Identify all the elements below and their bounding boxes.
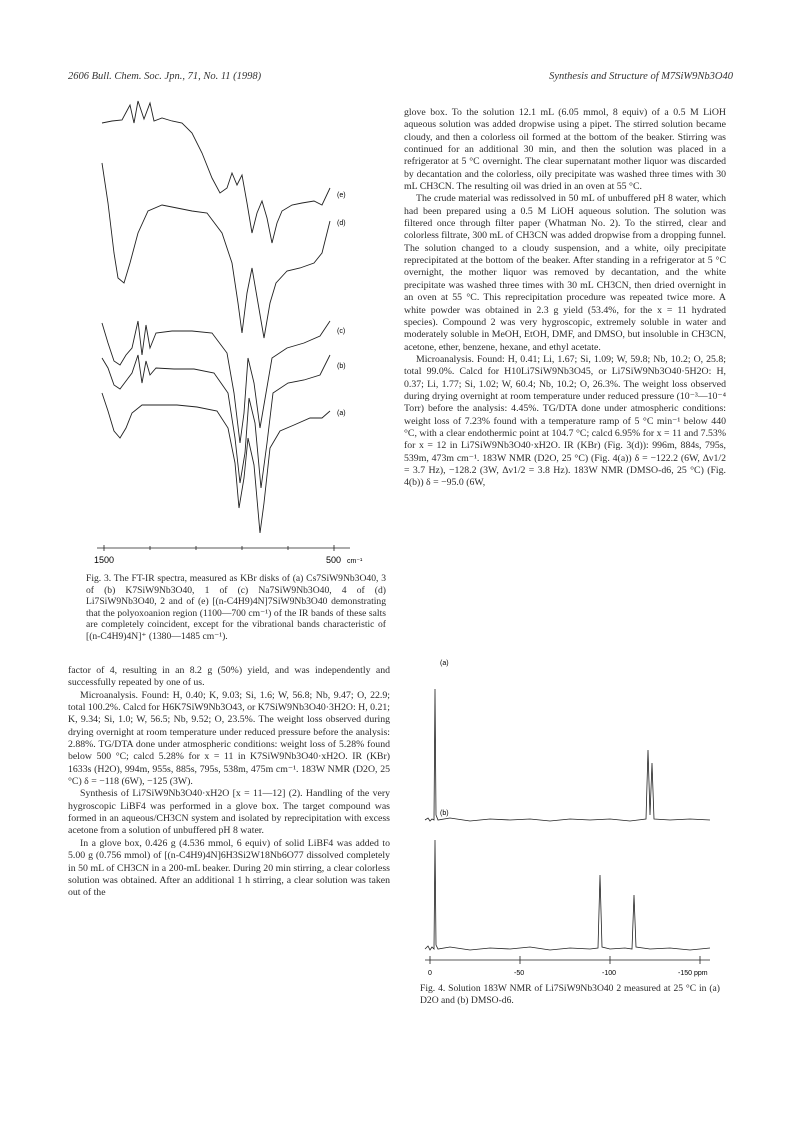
- axis-label-left: 1500: [94, 555, 115, 565]
- axis-unit: cm⁻¹: [347, 558, 363, 565]
- trace-label-c: (c): [337, 328, 346, 335]
- ir-spectra-plot: [82, 93, 382, 573]
- nmr-tick-50: -50: [514, 970, 525, 977]
- running-header-left: 2606 Bull. Chem. Soc. Jpn., 71, No. 11 (1998): [68, 71, 262, 82]
- paragraph: Synthesis of Li7SiW9Nb3O40·xH2O [x = 11—12] (2). Handling of the very hygroscopic LiBF4 was performed in a glove box. The target compound was formed in an aqueous/CH3CN system and isolated by reprecipitation with excess acetone from a solution of unbuffered pH 8 water.: [68, 788, 390, 837]
- ir-trace-d: [102, 163, 330, 338]
- trace-label-a: (a): [337, 410, 346, 417]
- paragraph: factor of 4, resulting in an 8.2 g (50%) yield, and was independently and successfully repeated by one of us.: [68, 665, 390, 689]
- trace-label-d: (d): [337, 220, 346, 227]
- paragraph: glove box. To the solution 12.1 mL (6.05 mmol, 8 equiv) of a 0.5 M LiOH aqueous solution was added dropwise using a pipet. The stirred solution became cloudy, and then a colorless oil formed at the bottom of the beaker. Stirring was continued for an additional 30 min, and then the solution was placed in a refrigerator at 5 °C overnight. The clear supernatant mother liquor was discarded by decantation and the colorless, oily precipitate was washed three times with 30 mL CH3CN. The resulting oil was dried in an oven at 55 °C.: [404, 107, 726, 193]
- figure-3: [82, 93, 382, 573]
- nmr-trace-b: [425, 840, 710, 950]
- running-header-right: Synthesis and Structure of M7SiW9Nb3O40: [549, 71, 733, 82]
- ir-trace-e: [102, 101, 330, 243]
- figure-4: [410, 655, 720, 980]
- paragraph: Microanalysis. Found: H, 0.40; K, 9.03; Si, 1.6; W, 56.8; Nb, 9.47; O, 22.9; total 100.2%. Calcd for H6K7SiW9Nb3O43, or K7SiW9Nb3O40·3H2O: H, 0.21; K, 9.34; Si, 1.0; W, 56.5; Nb, 9.52; O, 23.5%. The weight loss observed during drying overnight at room temperature under reduced pressure before the analysis: 2.88%. TG/DTA done under atmospheric conditions: weight loss of 5.28% found below 500 °C; calcd 5.28% for x = 11 in K7SiW9Nb3O40·xH2O. IR (KBr) 1633s (H2O), 994m, 955s, 885s, 795s, 538m, 475m cm⁻¹. 183W NMR (D2O, 25 °C) δ = −118 (6W), −125 (3W).: [68, 689, 390, 788]
- figure-3-caption: Fig. 3. The FT-IR spectra, measured as KBr disks of (a) Cs7SiW9Nb3O40, 3 of (b) K7SiW9Nb3O40, 1 of (c) Na7SiW9Nb3O40, 4 of (d) Li7SiW9Nb3O40, 2 and of (e) [(n-C4H9)4N]7SiW9Nb3O40 demonstrating that the polyoxoanion region (1100—700 cm⁻¹) of the IR bands of these salts are completely coincident, except for the vibrational bands characteristic of [(n-C4H9)4N]⁺ (1380—1485 cm⁻¹).: [86, 573, 386, 642]
- paragraph: Microanalysis. Found: H, 0.41; Li, 1.67; Si, 1.09; W, 59.8; Nb, 10.2; O, 25.8; total 99.0%. Calcd for H10Li7SiW9Nb3O45, or Li7SiW9Nb3O40·5H2O: H, 0.37; Li, 1.77; Si, 1.02; W, 60.4; Nb, 10.2; O, 26.3%. The weight loss observed during drying overnight at room temperature under reduced pressure (10⁻³—10⁻⁴ Torr) before the analysis: 4.45%. TG/DTA done under atmospheric conditions: weight loss of 7.23% found with a temperature ramp of 5 °C min⁻¹ below 440 °C, with a clear endothermic point at 104.7 °C; calcd 6.95% for x = 11 and 7.53% for x = 12 in Li7SiW9Nb3O40·xH2O. IR (KBr) (Fig. 3(d)): 996m, 884s, 795s, 539m, 473m cm⁻¹. 183W NMR (D2O, 25 °C) (Fig. 4(a)) δ = −122.2 (6W, Δν1/2 = 3.7 Hz), −128.2 (3W, Δν1/2 = 3.8 Hz). 183W NMR (DMSO-d6, 25 °C) (Fig. 4(b)) δ = −95.0 (6W,: [404, 353, 726, 489]
- paragraph: The crude material was redissolved in 50 mL of unbuffered pH 8 water, which had been prepared using a 0.5 M LiOH aqueous solution. The solution was filtered once through filter paper (Whatman No. 2). To the stirred, clear and colorless filtrate, 300 mL of CH3CN was added dropwise from a dropping funnel. The solution changed to a cloudy suspension, and a white, oily precipitate reprecipitated at the bottom of the beaker. After standing in a refrigerator at 5 °C overnight, the mother liquor was removed by decantation, and the white precipitate was washed three times with 30 mL CH3CN, then dried overnight in an oven at 55 °C. This reprecipitation procedure was repeated twice more. A white powder was obtained in 2.3 g yield (53.4%, for the x = 11 hydrated species). Compound 2 was very hygroscopic, extremely soluble in water and moderately soluble in MeOH, EtOH, DMF, and DMSO, but insoluble in CH3CN, acetone, ether, benzene, hexane, and ethyl acetate.: [404, 193, 726, 353]
- nmr-tick-150: -150 ppm: [678, 970, 708, 977]
- ir-trace-b: [102, 355, 330, 488]
- panel-label-b: (b): [440, 810, 449, 817]
- nmr-trace-a: [425, 689, 710, 821]
- nmr-spectra-plot: [410, 655, 720, 980]
- right-column: [404, 107, 726, 490]
- panel-label-a: (a): [440, 660, 449, 667]
- nmr-tick-0: 0: [428, 970, 432, 977]
- figure-4-caption: Fig. 4. Solution 183W NMR of Li7SiW9Nb3O40 2 measured at 25 °C in (a) D2O and (b) DMSO-d6.: [420, 983, 720, 1006]
- axis-label-right: 500: [326, 555, 342, 565]
- left-column: [68, 665, 390, 900]
- ir-trace-a: [102, 393, 330, 533]
- trace-label-e: (e): [337, 192, 346, 199]
- trace-label-b: (b): [337, 363, 346, 370]
- nmr-tick-100: -100: [602, 970, 617, 977]
- paragraph: In a glove box, 0.426 g (4.536 mmol, 6 equiv) of solid LiBF4 was added to 5.00 g (0.756 mmol) of [(n-C4H9)4N]6H3Si2W18Nb6O77 dissolved completely in 50 mL of CH3CN in a 200-mL beaker. During 20 min stirring, a clear colorless solution was obtained. After an additional 1 h stirring, a clear solution was taken out of the: [68, 837, 390, 899]
